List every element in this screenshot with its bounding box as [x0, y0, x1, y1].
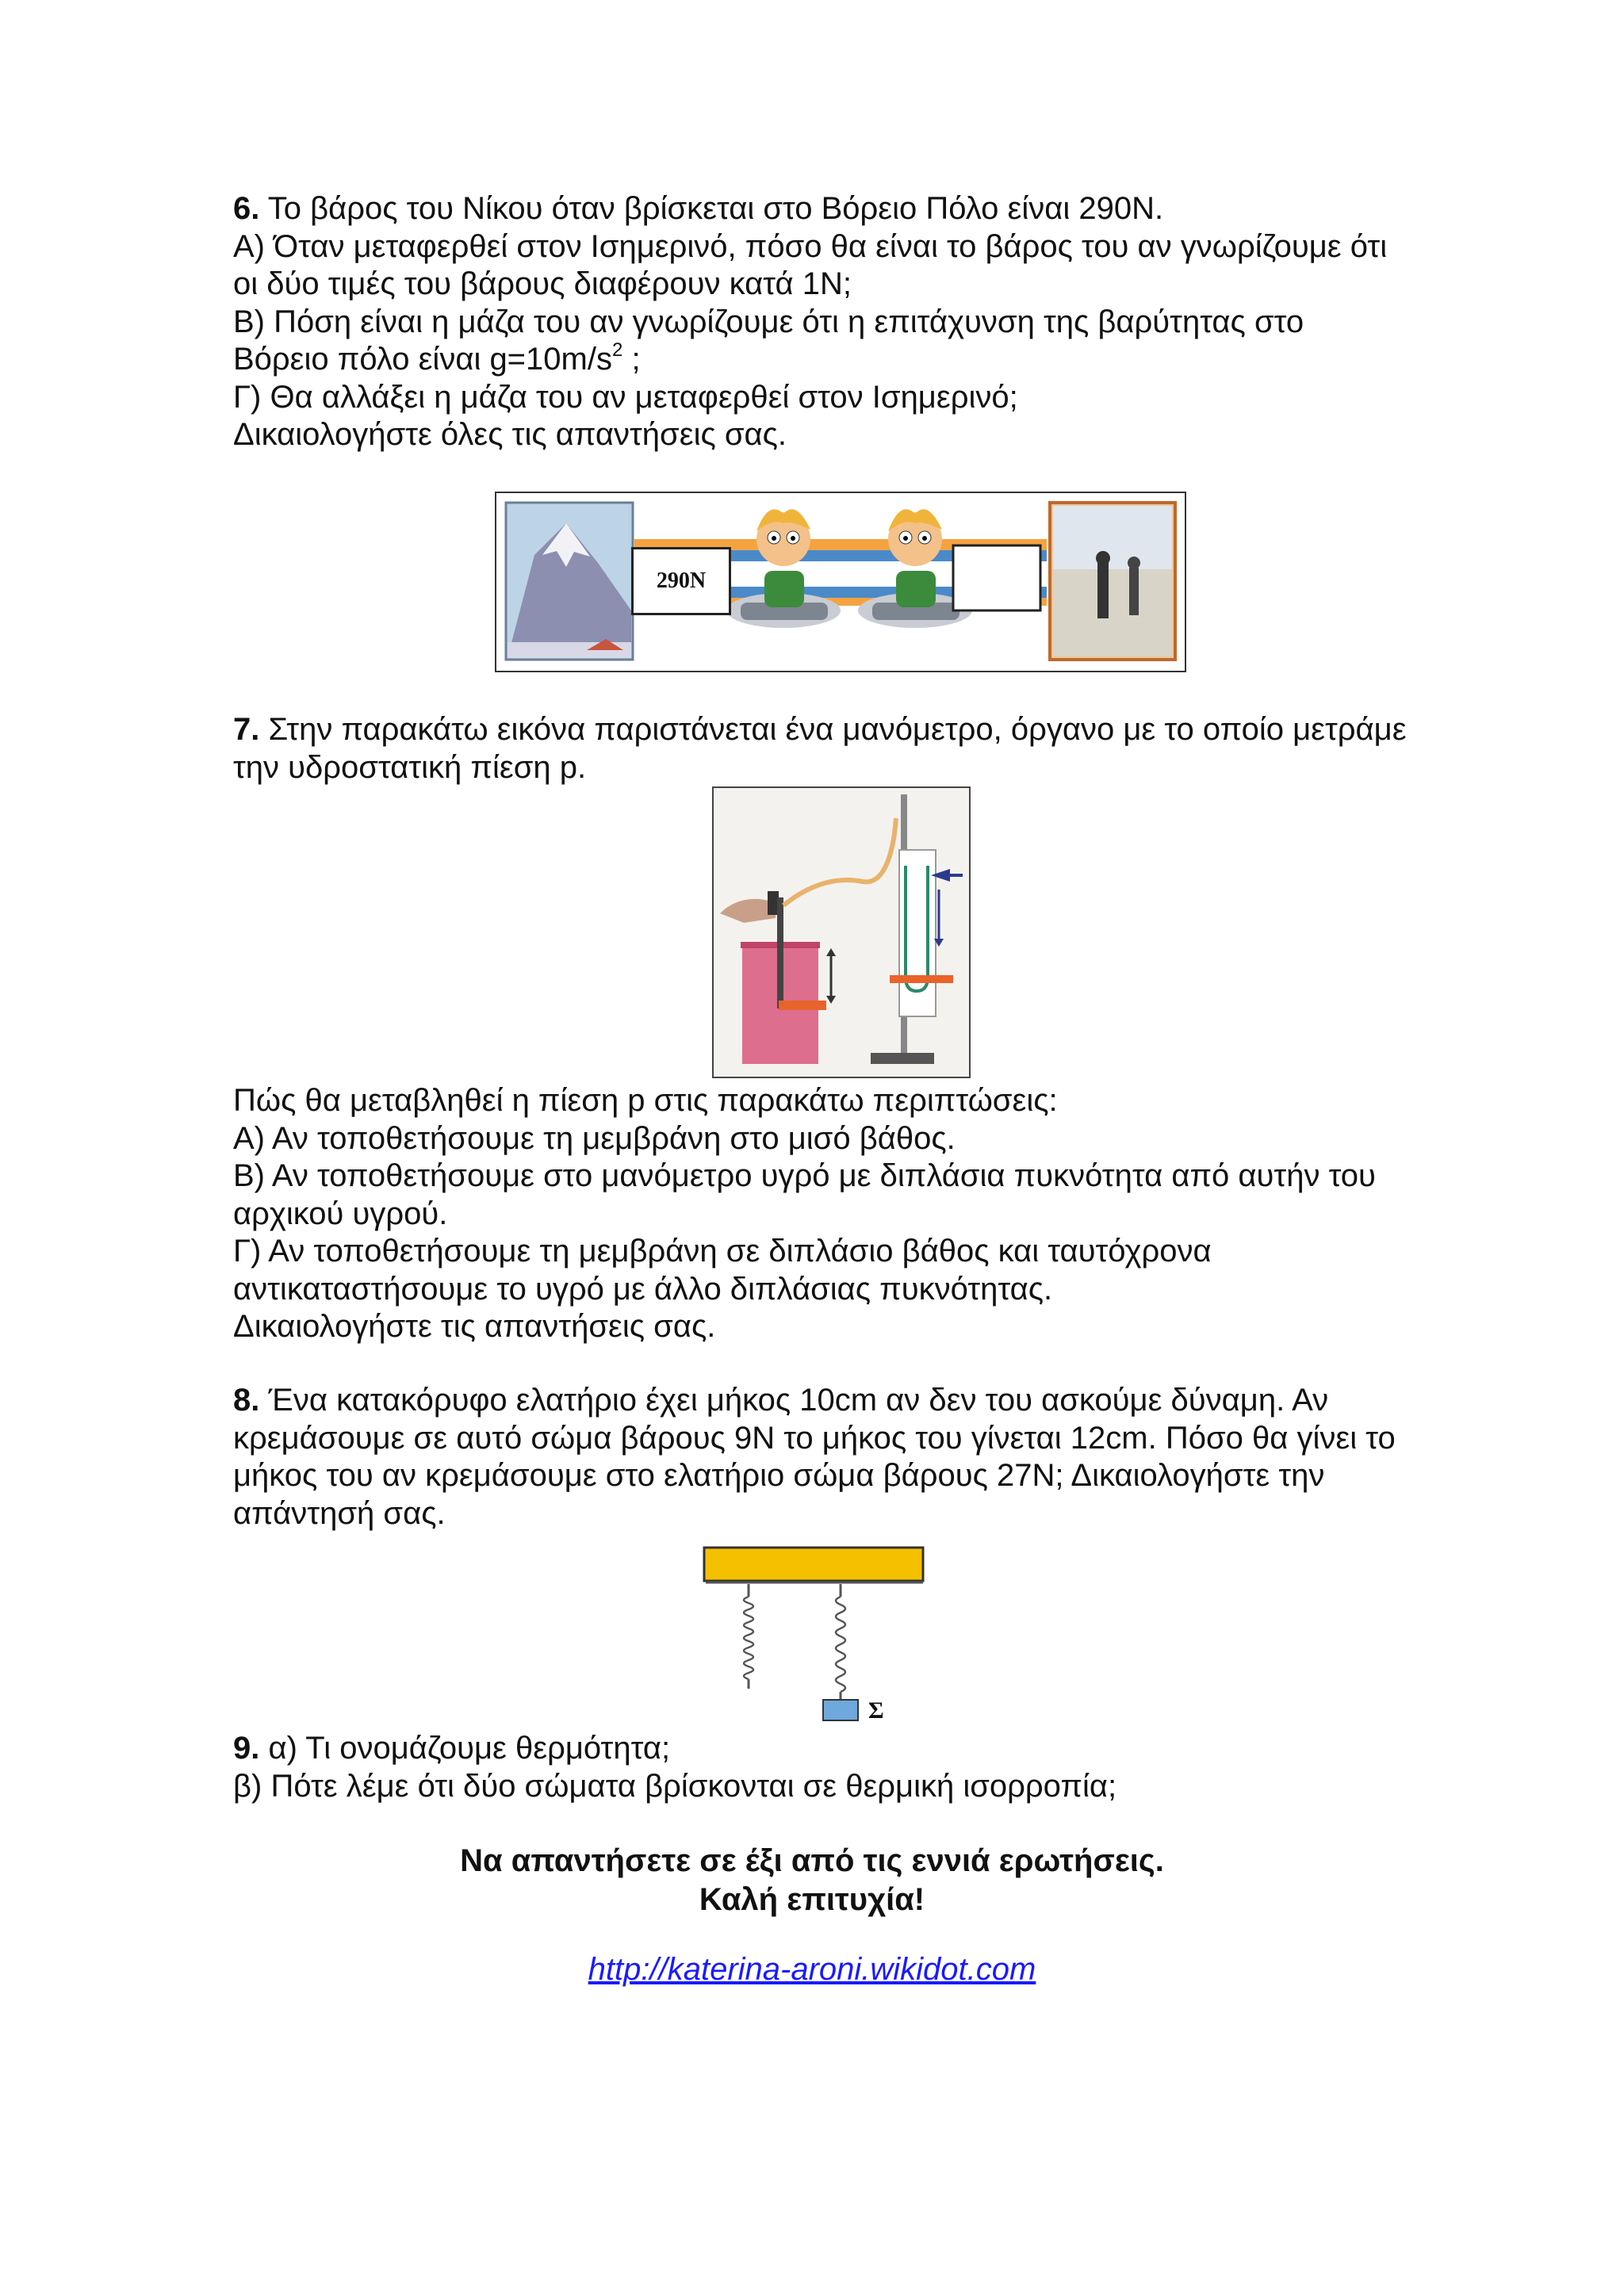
question-6: 6. Το βάρος του Νίκου όταν βρίσκεται στο Βόρειο Πόλο είναι 290Ν. Α) Όταν μεταφερθεί στον Ισημερινό, πόσο θα είναι το βάρος του αν γνωρίζουμε ότι οι δύο τιμές του βάρους διαφέρουν κατά 1Ν; Β) Πόση είναι η μάζα του αν γνωρίζουμε ότι η επιτάχυνση της βαρύτητας στο Βόρειο πόλο είναι $g=10m/s^2$ ; Γ) Θα αλλάξει η μάζα του αν μεταφερθεί στον Ισημερινό; Δικαιολογήστε όλες τις απαντήσεις σας. — [233, 191, 1388, 452]
question-number: 6. — [233, 191, 260, 226]
weight-comparison-figure — [495, 492, 1186, 672]
weight-comparison-illustration — [495, 492, 1186, 672]
closing-instruction: Να απαντήσετε σε έξι από τις εννιά ερωτήσεις. — [460, 1843, 1164, 1878]
springs-illustration — [698, 1544, 936, 1724]
question-number: 9. — [233, 1731, 260, 1766]
question-7: 7. Στην παρακάτω εικόνα παριστάνεται ένα μανόμετρο, όργανο με το οποίο μετράμε την υδροστατική πίεση p. — [233, 712, 1407, 785]
springs-figure — [698, 1544, 936, 1724]
question-9: 9. α) Τι ονομάζουμε θερμότητα; β) Πότε λέμε ότι δύο σώματα βρίσκονται σε θερμική ισορροπία; — [233, 1731, 1117, 1804]
website-link[interactable]: http://katerina-aroni.wikidot.com — [588, 1952, 1036, 1987]
question-8: 8. Ένα κατακόρυφο ελατήριο έχει μήκος 10cm αν δεν του ασκούμε δύναμη. Αν κρεμάσουμε σε αυτό σώμα βάρους 9Ν το μήκος του γίνεται 12cm. Πόσο θα γίνει το μήκος του αν κρεμάσουμε στο ελατήριο σώμα βάρους 27Ν; Δικαιολογήστε την απάντησή σας. — [233, 1383, 1396, 1531]
question-7-subquestions: Πώς θα μεταβληθεί η πίεση p στις παρακάτω περιπτώσεις: Α) Αν τοποθετήσουμε τη μεμβράνη στο μισό βάθος. Β) Αν τοποθετήσουμε στο μανόμετρο υγρό με διπλάσια πυκνότητα από αυτήν του αρχικού υγρού. Γ) Αν τοποθετήσουμε τη μεμβράνη σε διπλάσιο βάθος και ταυτόχρονα αντικαταστήσουμε το υγρό με άλλο διπλάσιας πυκνότητας. Δικαιολογήστε τις απαντήσεις σας. — [233, 1083, 1376, 1344]
manometer-illustration — [712, 786, 971, 1078]
question-number: 7. — [233, 712, 260, 747]
question-number: 8. — [233, 1383, 260, 1418]
manometer-figure — [712, 786, 971, 1078]
mass-label: Σ — [868, 1697, 884, 1724]
footer-link-wrapper — [0, 1952, 1624, 1988]
closing-wish: Καλή επιτυχία! — [699, 1882, 925, 1917]
mass-block — [823, 1700, 858, 1720]
weight-label-box: 290N — [631, 547, 731, 615]
